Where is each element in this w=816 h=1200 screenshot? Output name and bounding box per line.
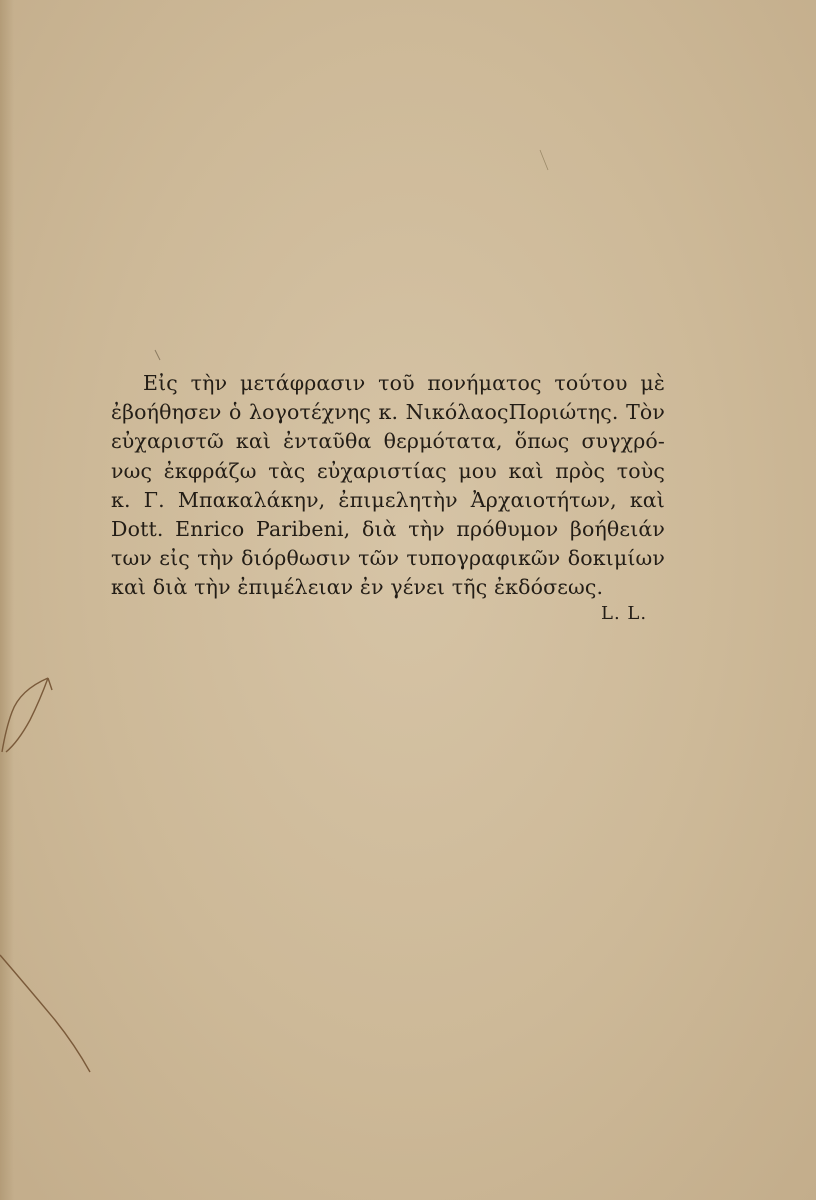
text-line: καὶ διὰ τὴν ἐπιμέλειαν ἐν γένει τῆς ἐκδόσεως. [111,575,604,600]
text-line: Dott. Enrico Paribeni, διὰ τὴν πρόθυμον βοήθειάν [111,516,665,541]
margin-bracket-mark-upper [2,678,52,752]
paper-speck [155,350,160,360]
paper-speck [540,150,548,170]
text-line: των εἰς τὴν διόρθωσιν τῶν τυπογραφικῶν δοκιμίων [111,546,665,571]
text-line: εὐχαριστῶ καὶ ἐνταῦθα θερμότατα, ὅπως συγχρό- [111,429,665,454]
text-line: Εἰς τὴν μετάφρασιν τοῦ πονήματος τούτου μὲ [143,371,665,395]
text-line: ἐβοήθησεν ὁ λογοτέχνης κ. ΝικόλαοςΠοριώτης. Τὸν [111,400,665,425]
author-initials: L. L. [601,603,648,624]
text-line: νως ἐκφράζω τὰς εὐχαριστίας μου καὶ πρὸς τοὺς [111,458,665,483]
text-line: κ. Γ. Μπακαλάκην, ἐπιμελητὴν Ἀρχαιοτήτων, καὶ [111,487,665,512]
acknowledgement-paragraph [111,369,665,603]
margin-bracket-mark-lower [0,955,90,1072]
